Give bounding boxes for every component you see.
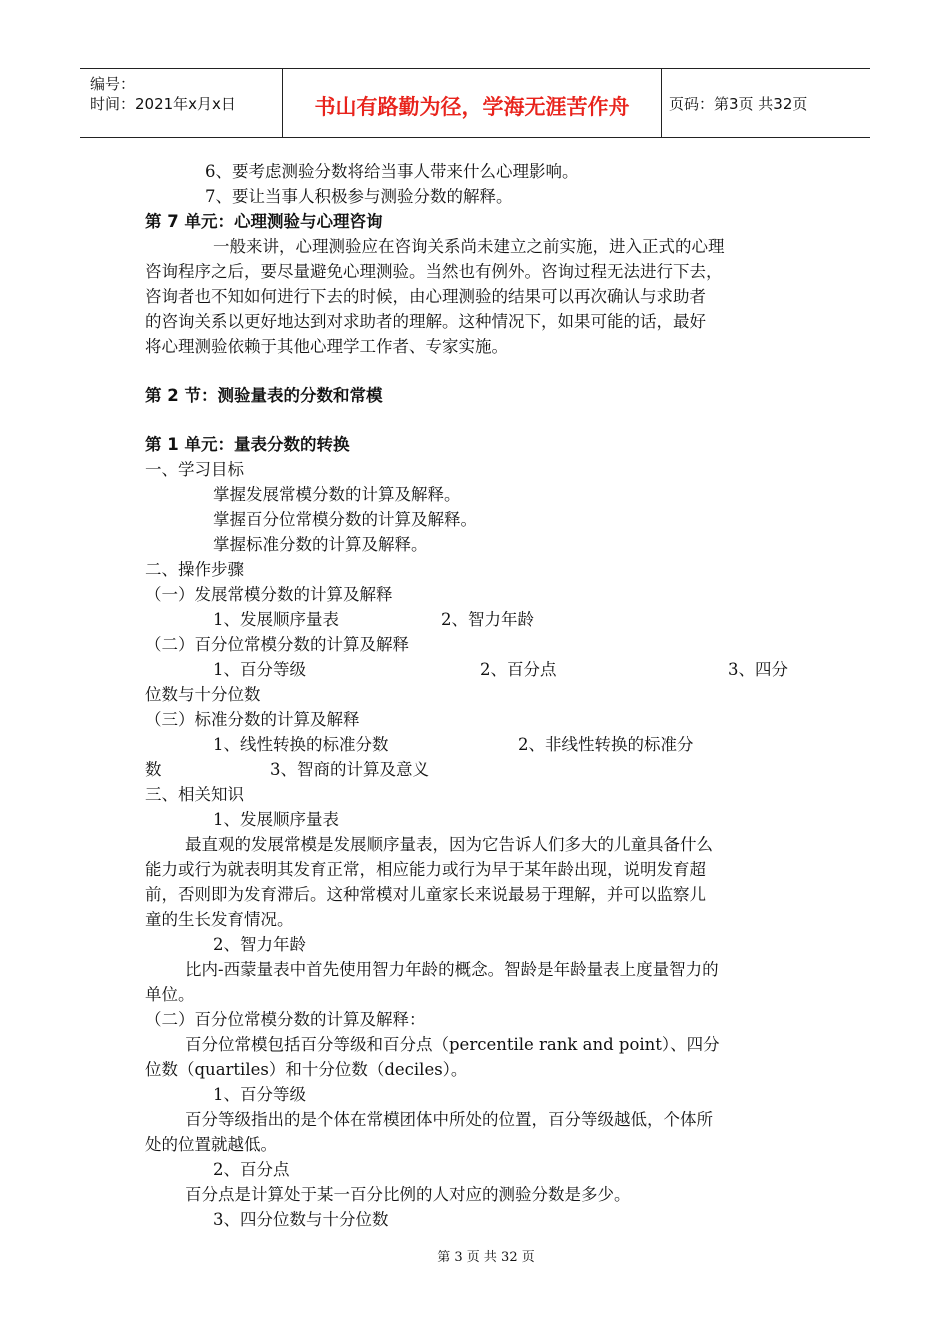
body-line: （一）发展常模分数的计算及解释 — [145, 585, 393, 604]
body-line: 处的位置就越低。 — [145, 1135, 277, 1154]
page-footer: 第 3 页 共 32 页 — [437, 1250, 535, 1265]
body-line: 3、四分 — [728, 660, 788, 679]
motto-text: 书山有路勤为径，学海无涯苦作舟 — [314, 95, 630, 119]
page-header — [80, 68, 870, 138]
body-line: 比内-西蒙量表中首先使用智力年龄的概念。智龄是年龄量表上度量智力的 — [185, 960, 719, 979]
page-info: 页码：第3页 共32页 — [669, 95, 808, 113]
body-line: 3、四分位数与十分位数 — [213, 1210, 389, 1229]
document-number-label: 编号： — [90, 75, 136, 93]
body-line: 咨询者也不知如何进行下去的时候，由心理测验的结果可以再次确认与求助者 — [145, 287, 706, 306]
body-line: 掌握标准分数的计算及解释。 — [213, 535, 428, 554]
body-line: 百分等级指出的是个体在常模团体中所处的位置，百分等级越低，个体所 — [185, 1110, 713, 1129]
body-line: 3、智商的计算及意义 — [270, 760, 429, 779]
body-line: 百分点是计算处于某一百分比例的人对应的测验分数是多少。 — [185, 1185, 631, 1204]
body-line: 1、百分等级 — [213, 1085, 306, 1104]
body-line: 1、发展顺序量表 — [213, 810, 339, 829]
body-line: 掌握百分位常模分数的计算及解释。 — [213, 510, 477, 529]
body-line: 位数（quartiles）和十分位数（deciles）。 — [145, 1060, 468, 1079]
header-page-cell — [661, 69, 870, 137]
body-line: 2、智力年龄 — [213, 935, 306, 954]
body-line: 最直观的发展常模是发展顺序量表，因为它告诉人们多大的儿童具备什么 — [185, 835, 713, 854]
body-line: 1、百分等级 — [213, 660, 306, 679]
body-line: 的咨询关系以更好地达到对求助者的理解。这种情况下，如果可能的话，最好 — [145, 312, 706, 331]
body-line: （二）百分位常模分数的计算及解释： — [145, 1010, 426, 1029]
body-line: 前，否则即为发育滞后。这种常模对儿童家长来说最易于理解，并可以监察儿 — [145, 885, 706, 904]
body-line: 1、线性转换的标准分数 — [213, 735, 389, 754]
body-line: 咨询程序之后，要尽量避免心理测验。当然也有例外。咨询过程无法进行下去， — [145, 262, 723, 281]
body-line: 单位。 — [145, 985, 195, 1004]
body-line: 2、百分点 — [213, 1160, 290, 1179]
body-line: 2、非线性转换的标准分 — [518, 735, 694, 754]
body-line: 1、发展顺序量表 — [213, 610, 339, 629]
body-line: 2、智力年龄 — [441, 610, 534, 629]
body-line: 三、相关知识 — [145, 785, 244, 804]
body-line: 位数与十分位数 — [145, 685, 261, 704]
body-line: 能力或行为就表明其发育正常，相应能力或行为早于某年龄出现，说明发育超 — [145, 860, 706, 879]
body-line: 二、操作步骤 — [145, 560, 244, 579]
body-line: （二）百分位常模分数的计算及解释 — [145, 635, 409, 654]
body-line: 一、学习目标 — [145, 460, 244, 479]
body-line: （三）标准分数的计算及解释 — [145, 710, 360, 729]
document-date: 时间：2021年x月x日 — [90, 95, 236, 113]
unit-heading: 第 1 单元：量表分数的转换 — [145, 435, 350, 454]
body-line: 将心理测验依赖于其他心理学工作者、专家实施。 — [145, 337, 508, 356]
body-line: 掌握发展常模分数的计算及解释。 — [213, 485, 461, 504]
body-line: 数 — [145, 760, 162, 779]
body-line: 童的生长发育情况。 — [145, 910, 294, 929]
unit-heading: 第 7 单元：心理测验与心理咨询 — [145, 212, 383, 231]
header-motto-cell — [282, 69, 662, 137]
header-meta-cell — [80, 69, 282, 137]
section-heading: 第 2 节：测验量表的分数和常模 — [145, 386, 383, 405]
body-line: 一般来讲，心理测验应在咨询关系尚未建立之前实施，进入正式的心理 — [213, 237, 725, 256]
body-line: 7、要让当事人积极参与测验分数的解释。 — [205, 187, 513, 206]
body-line: 6、要考虑测验分数将给当事人带来什么心理影响。 — [205, 162, 579, 181]
body-line: 百分位常模包括百分等级和百分点（percentile rank and point）、四分 — [185, 1035, 720, 1054]
body-line: 2、百分点 — [480, 660, 557, 679]
